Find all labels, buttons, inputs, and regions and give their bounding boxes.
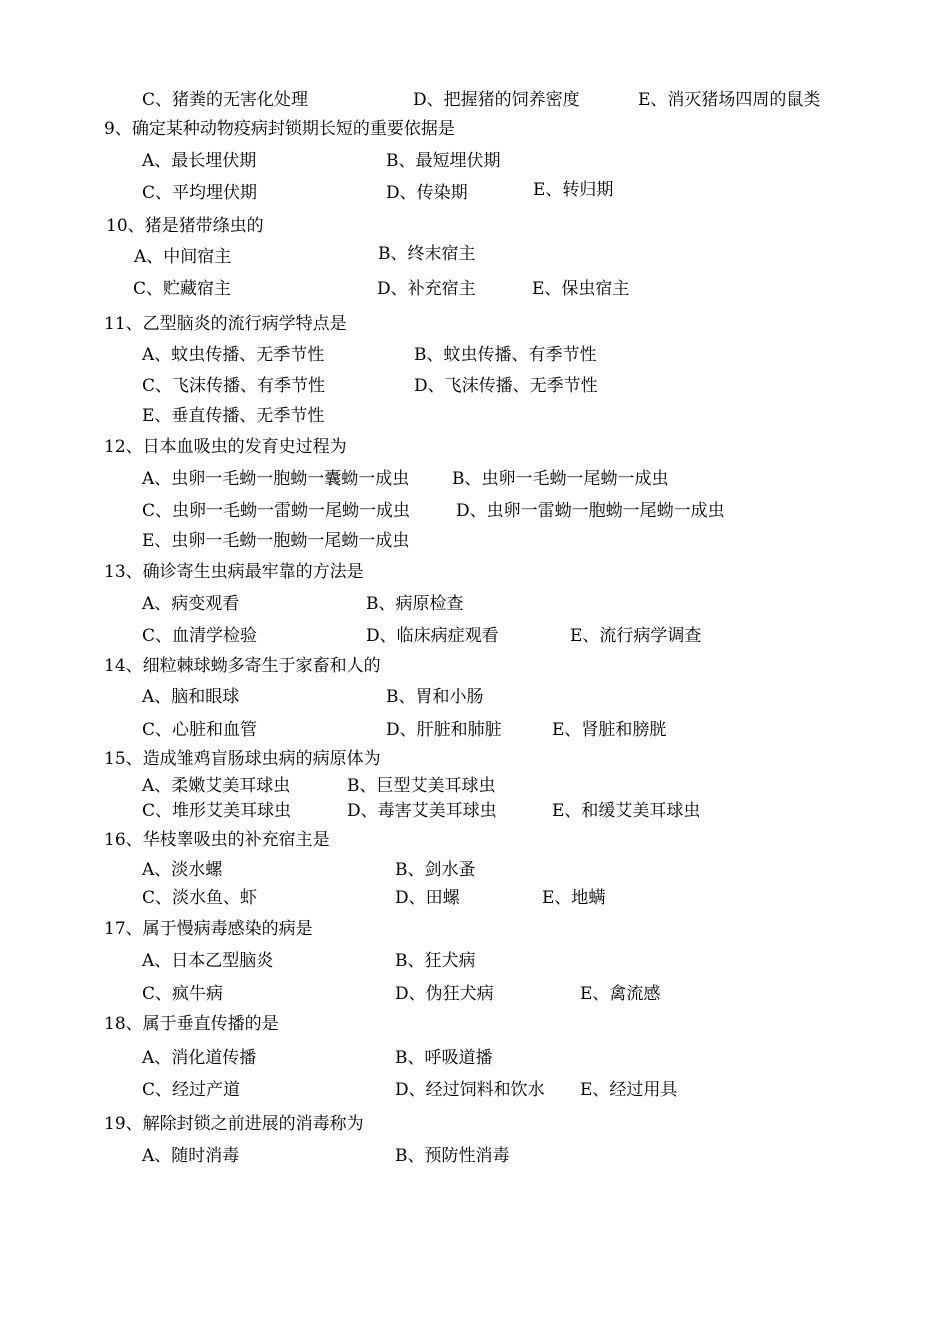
- answer-option: A、随时消毒: [142, 1146, 240, 1166]
- question-stem: 14、细粒棘球蚴多寄生于家畜和人的: [104, 656, 381, 676]
- answer-option: A、病变观看: [142, 594, 240, 614]
- answer-option: A、最长埋伏期: [142, 151, 257, 171]
- answer-option: E、肾脏和膀胱: [552, 720, 667, 740]
- answer-option: D、飞沫传播、无季节性: [414, 376, 598, 396]
- question-stem: 11、乙型脑炎的流行病学特点是: [104, 314, 347, 334]
- answer-option: C、贮藏宿主: [133, 279, 232, 299]
- answer-option: E、保虫宿主: [532, 279, 630, 299]
- answer-option: C、经过产道: [142, 1080, 241, 1100]
- answer-option: D、肝脏和肺脏: [386, 720, 502, 740]
- answer-option: B、最短埋伏期: [386, 151, 501, 171]
- answer-option: B、巨型艾美耳球虫: [347, 776, 496, 796]
- answer-option: A、淡水螺: [142, 860, 223, 880]
- answer-option: B、预防性消毒: [395, 1146, 510, 1166]
- answer-option: A、消化道传播: [142, 1048, 257, 1068]
- answer-option: D、田螺: [395, 888, 460, 908]
- question-stem: 19、解除封锁之前进展的消毒称为: [104, 1114, 364, 1134]
- question-stem: 12、日本血吸虫的发育史过程为: [104, 437, 347, 457]
- question-stem: 17、属于慢病毒感染的病是: [104, 919, 313, 939]
- answer-option: D、临床病症观看: [366, 626, 499, 646]
- answer-option: C、堆形艾美耳球虫: [142, 801, 292, 821]
- answer-option: E、消灭猪场四周的鼠类: [638, 90, 821, 110]
- answer-option: B、剑水蚤: [395, 860, 476, 880]
- question-stem: 18、属于垂直传播的是: [104, 1014, 279, 1034]
- answer-option: A、蚊虫传播、无季节性: [142, 345, 325, 365]
- answer-option: D、虫卵一雷蚴一胞蚴一尾蚴一成虫: [456, 501, 725, 521]
- answer-option: B、呼吸道播: [395, 1048, 493, 1068]
- answer-option: B、病原检查: [366, 594, 464, 614]
- question-stem: 13、确诊寄生虫病最牢靠的方法是: [104, 562, 364, 582]
- question-stem: 16、华枝睾吸虫的补充宿主是: [104, 830, 330, 850]
- answer-option: D、伪狂犬病: [395, 984, 494, 1004]
- answer-option: B、胃和小肠: [386, 687, 484, 707]
- answer-option: A、柔嫩艾美耳球虫: [142, 776, 291, 796]
- answer-option: E、禽流感: [580, 984, 661, 1004]
- answer-option: B、狂犬病: [395, 951, 476, 971]
- answer-option: B、蚊虫传播、有季节性: [414, 345, 597, 365]
- answer-option: C、平均埋伏期: [142, 183, 258, 203]
- answer-option: B、终末宿主: [378, 244, 476, 264]
- answer-option: D、传染期: [386, 183, 468, 203]
- question-stem: 15、造成雏鸡盲肠球虫病的病原体为: [104, 749, 381, 769]
- answer-option: E、地螨: [542, 888, 606, 908]
- answer-option: A、脑和眼球: [142, 687, 240, 707]
- answer-option: C、血清学检验: [142, 626, 258, 646]
- answer-option: E、和缓艾美耳球虫: [552, 801, 701, 821]
- answer-option: E、垂直传播、无季节性: [142, 406, 325, 426]
- answer-option: C、疯牛病: [142, 984, 224, 1004]
- question-stem: 10、猪是猪带绦虫的: [106, 216, 264, 236]
- answer-option: C、猪粪的无害化处理: [142, 90, 309, 110]
- answer-option: C、虫卵一毛蚴一雷蚴一尾蚴一成虫: [142, 501, 411, 521]
- question-stem: 9、确定某种动物疫病封锁期长短的重要依据是: [104, 119, 455, 139]
- answer-option: A、中间宿主: [134, 247, 232, 267]
- answer-option: A、虫卵一毛蚴一胞蚴一囊蚴一成虫: [142, 469, 410, 489]
- answer-option: D、经过饲料和饮水: [395, 1080, 545, 1100]
- answer-option: E、经过用具: [580, 1080, 678, 1100]
- answer-option: D、把握猪的饲养密度: [413, 90, 580, 110]
- answer-option: D、毒害艾美耳球虫: [347, 801, 497, 821]
- answer-option: C、淡水鱼、虾: [142, 888, 258, 908]
- answer-option: E、虫卵一毛蚴一胞蚴一尾蚴一成虫: [142, 531, 410, 551]
- answer-option: B、虫卵一毛蚴一尾蚴一成虫: [452, 469, 669, 489]
- answer-option: E、转归期: [533, 180, 614, 200]
- answer-option: C、飞沫传播、有季节性: [142, 376, 326, 396]
- answer-option: D、补充宿主: [377, 279, 476, 299]
- answer-option: A、日本乙型脑炎: [142, 951, 274, 971]
- answer-option: E、流行病学调查: [570, 626, 702, 646]
- answer-option: C、心脏和血管: [142, 720, 258, 740]
